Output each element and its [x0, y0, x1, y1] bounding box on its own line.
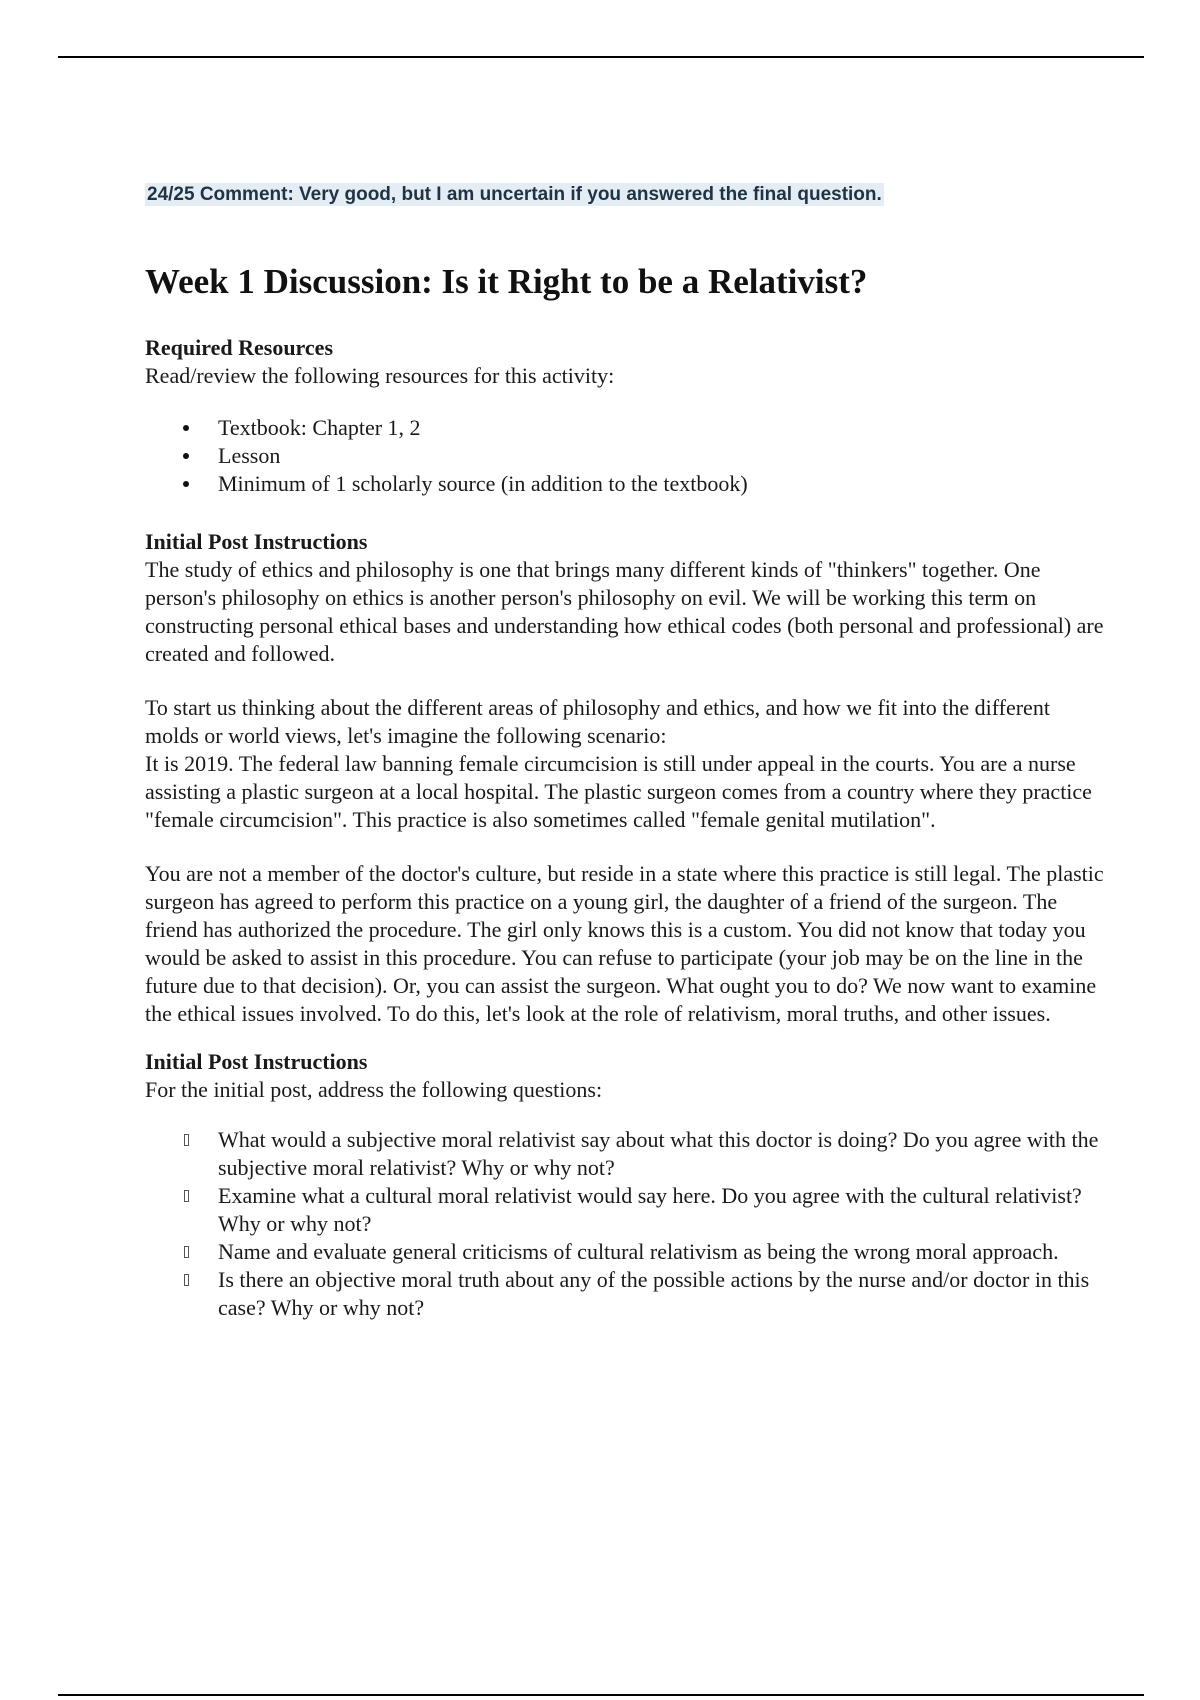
question-text: Is there an objective moral truth about any of the possible actions by the nurse and/or doctor in this case? Why or why not?	[218, 1267, 1090, 1320]
grade-comment: 24/25 Comment: Very good, but I am uncertain if you answered the final question.	[147, 184, 882, 205]
list-item	[145, 1238, 1105, 1266]
question-text: Examine what a cultural moral relativist would say here. Do you agree with the cultural relativist? Why or why not?	[218, 1183, 1082, 1236]
list-item	[145, 1182, 1105, 1238]
missing-glyph-bullet-icon	[184, 1246, 189, 1258]
missing-glyph-bullet-icon	[184, 1190, 189, 1202]
scenario-paragraph: It is 2019. The federal law banning female circumcision is still under appeal in the courts. You are a nurse assisting a plastic surgeon at a local hospital. The plastic surgeon comes from a country where they practice "female circumcision". This practice is also sometimes called "female genital mutilation".	[145, 751, 1092, 832]
required-resources-heading: Required Resources	[145, 335, 334, 360]
questions-heading: Initial Post Instructions	[145, 1049, 368, 1074]
page-bottom-rule	[58, 1694, 1144, 1696]
required-resources-intro: Read/review the following resources for this activity:	[145, 363, 615, 388]
questions-intro: For the initial post, address the following questions:	[145, 1077, 603, 1102]
resources-list	[145, 414, 1105, 498]
list-item	[145, 414, 1105, 442]
ethics-intro-paragraph: The study of ethics and philosophy is one that brings many different kinds of "thinkers" together. One person's philosophy on ethics is another person's philosophy on evil. We will be working this term on constructing personal ethical bases and understanding how ethical codes (both personal and professional) are created and followed.	[145, 557, 1104, 666]
list-item	[145, 1126, 1105, 1182]
question-text: What would a subjective moral relativist say about what this doctor is doing? Do you agree with the subjective moral relativist? Why or why not?	[218, 1127, 1099, 1180]
scenario-intro-paragraph: To start us thinking about the different areas of philosophy and ethics, and how we fit into the different molds or world views, let's imagine the following scenario:	[145, 695, 1050, 748]
bullet-icon	[183, 481, 189, 487]
document-title: Week 1 Discussion: Is it Right to be a Relativist?	[145, 262, 868, 301]
scenario-detail-paragraph: You are not a member of the doctor's culture, but reside in a state where this practice is still legal. The plastic surgeon has agreed to perform this practice on a young girl, the daughter of a friend of the surgeon. The friend has authorized the procedure. The girl only knows this is a custom. You did not know that today you would be asked to assist in this procedure. You can refuse to participate (your job may be on the line in the future due to that decision). Or, you can assist the surgeon. What ought you to do? We now want to examine the ethical issues involved. To do this, let's look at the role of relativism, moral truths, and other issues.	[145, 861, 1104, 1026]
list-item	[145, 442, 1105, 470]
resource-item-text: Lesson	[218, 443, 281, 468]
missing-glyph-bullet-icon	[184, 1274, 189, 1286]
bullet-icon	[183, 453, 189, 459]
missing-glyph-bullet-icon	[184, 1134, 189, 1146]
bullet-icon	[183, 425, 189, 431]
page-top-rule	[58, 56, 1144, 58]
grade-comment-line	[145, 180, 1105, 210]
resource-item-text: Minimum of 1 scholarly source (in addition to the textbook)	[218, 471, 748, 496]
document-body	[145, 180, 1105, 1322]
question-text: Name and evaluate general criticisms of cultural relativism as being the wrong moral approach.	[218, 1239, 1059, 1264]
questions-list	[145, 1126, 1105, 1322]
resource-item-text: Textbook: Chapter 1, 2	[218, 415, 421, 440]
list-item	[145, 470, 1105, 498]
initial-post-heading: Initial Post Instructions	[145, 529, 368, 554]
list-item	[145, 1266, 1105, 1322]
